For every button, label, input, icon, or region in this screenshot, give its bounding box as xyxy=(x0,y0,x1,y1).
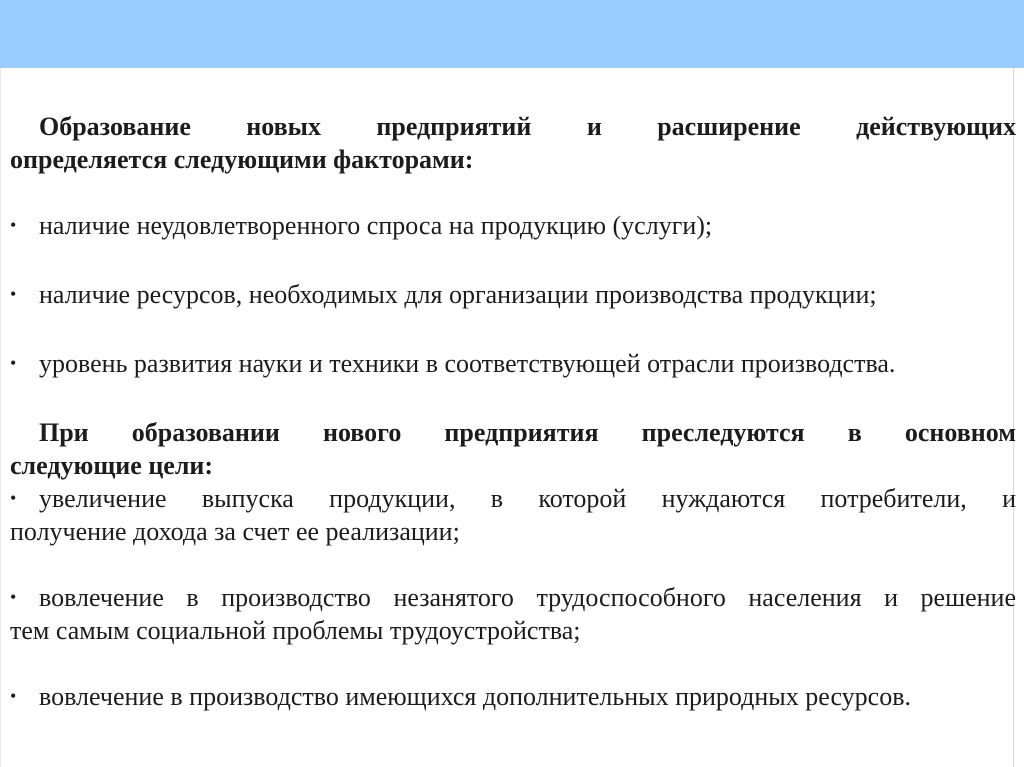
section1-bullet-3 xyxy=(10,347,1016,380)
section2-bullet-1-line1 xyxy=(10,482,1016,515)
section2-bullet-2 xyxy=(10,581,1016,647)
section1-heading-line1: Образование новых предприятий и расширение действующих xyxy=(39,112,1016,141)
section2-bullet-2-line1-text: вовлечение в производство незанятого трудоспособного населения и решение xyxy=(39,583,1016,612)
bullet-icon: • xyxy=(10,488,17,508)
header-bar xyxy=(0,0,1024,68)
slide-content xyxy=(10,110,1016,713)
section1-heading-line2: определяется следующими факторами: xyxy=(10,145,474,174)
section2-heading-line2: следующие цели: xyxy=(10,451,214,480)
section2-bullet-3-text: вовлечение в производство имеющихся дополнительных природных ресурсов. xyxy=(39,682,911,711)
section2-bullet-1-line2: получение дохода за счет ее реализации; xyxy=(10,517,460,546)
section1-bullet-2-text: наличие ресурсов, необходимых для организации производства продукции; xyxy=(39,280,877,309)
section1-heading xyxy=(10,110,1016,176)
section2-bullet-1 xyxy=(10,482,1016,548)
section2-bullet-2-line1 xyxy=(10,581,1016,614)
section2-bullet-2-line2: тем самым социальной проблемы трудоустройства; xyxy=(10,616,581,645)
bullet-icon: • xyxy=(10,686,17,706)
section2-bullet-1-line1-text: увеличение выпуска продукции, в которой нуждаются потребители, и xyxy=(39,484,1016,513)
bullet-icon: • xyxy=(10,587,17,607)
bullet-icon: • xyxy=(10,215,17,235)
section1-bullet-1-text: наличие неудовлетворенного спроса на продукцию (услуги); xyxy=(39,211,713,240)
bullet-icon: • xyxy=(10,284,17,304)
section2-heading xyxy=(10,416,1016,482)
section2-heading-line1: При образовании нового предприятия преследуются в основном xyxy=(39,418,1016,447)
section1-bullet-3-text: уровень развития науки и техники в соответствующей отрасли производства. xyxy=(39,349,896,378)
section2-bullet-3 xyxy=(10,680,1016,713)
bullet-icon: • xyxy=(10,353,17,373)
section1-bullet-2 xyxy=(10,278,1016,311)
section1-bullet-1 xyxy=(10,209,1016,242)
